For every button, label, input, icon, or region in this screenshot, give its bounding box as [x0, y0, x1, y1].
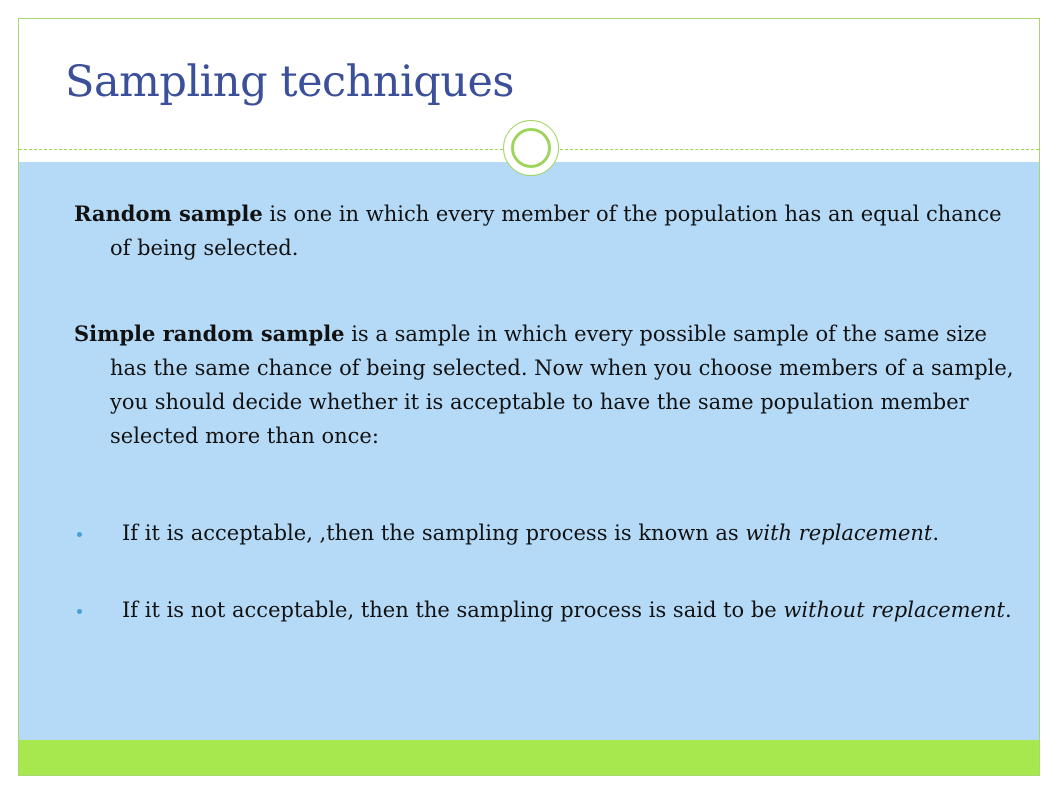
- bullet-without-replacement: [74, 593, 1022, 627]
- definition-simple-random-sample: is a sample in which every possible sample of the same size has the same chance of being selected. Now when you choose members of a sample, you should decide whether it is acceptable to have the same population member selected more than once:: [110, 322, 1014, 448]
- bullet-tail: .: [932, 521, 940, 545]
- definition-random-sample: is one in which every member of the population has an equal chance of being selected.: [110, 202, 1002, 260]
- paragraph-simple-random-sample: [74, 317, 1020, 453]
- bullet-tail: .: [1004, 598, 1012, 622]
- term-simple-random-sample: Simple random sample: [74, 321, 345, 346]
- paragraph-random-sample: [74, 197, 1020, 265]
- term-random-sample: Random sample: [74, 201, 263, 226]
- bullet-dot-icon: [77, 532, 82, 537]
- bullet-emphasis: without replacement: [783, 598, 1005, 622]
- circle-ornament-icon: [503, 120, 559, 176]
- slide: [18, 18, 1040, 776]
- bullet-with-replacement: [74, 516, 1022, 550]
- bullet-text: If it is not acceptable, then the sampling process is said to be: [122, 598, 784, 622]
- bullet-text: If it is acceptable, ,then the sampling process is known as: [122, 521, 746, 545]
- slide-title: Sampling techniques: [65, 57, 514, 107]
- content-area: [19, 162, 1039, 740]
- bullet-dot-icon: [77, 609, 82, 614]
- footer-bar: [19, 740, 1039, 775]
- bullet-emphasis: with replacement: [745, 521, 933, 545]
